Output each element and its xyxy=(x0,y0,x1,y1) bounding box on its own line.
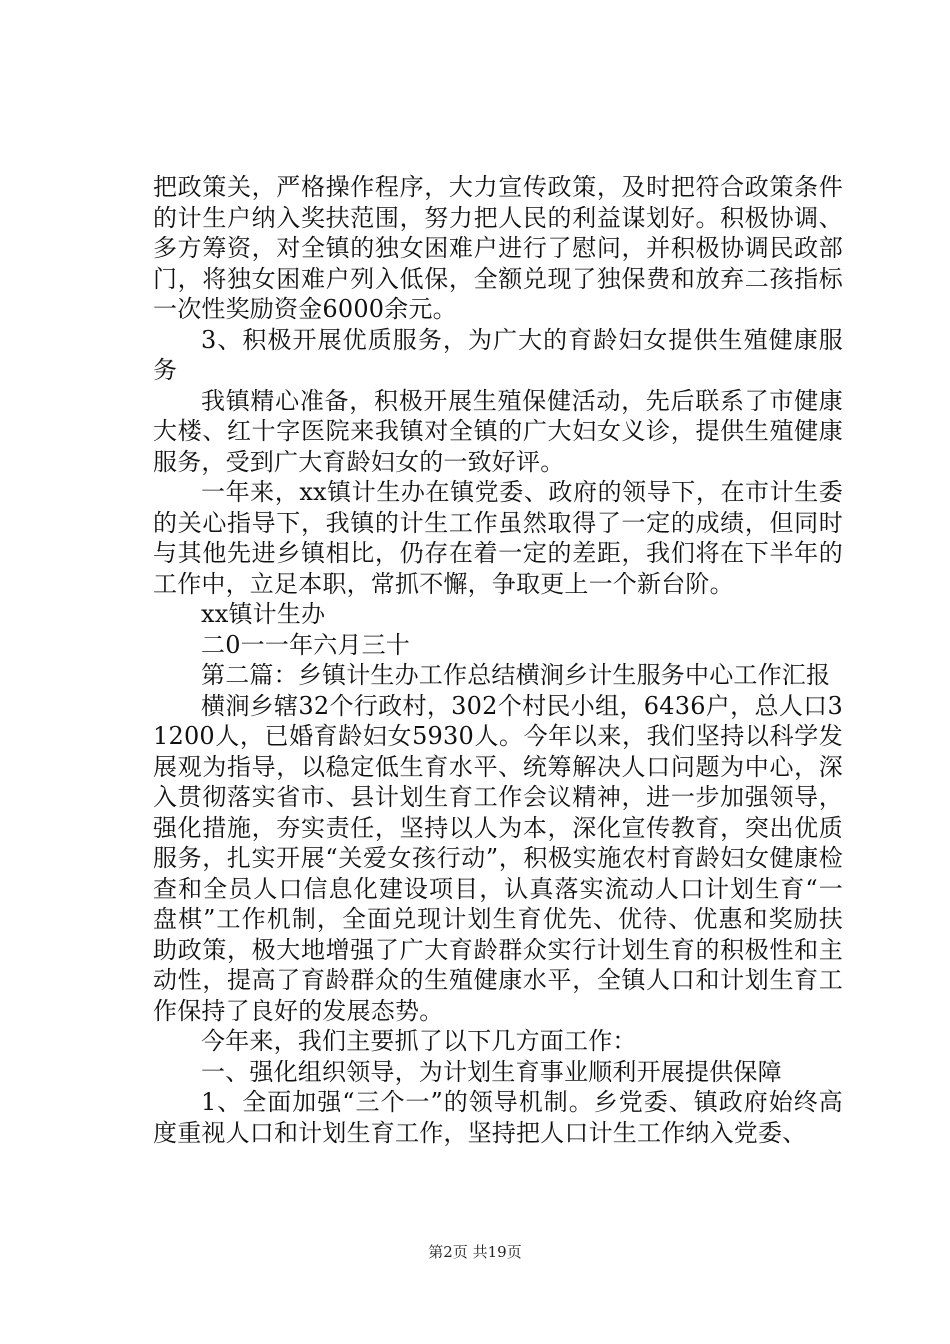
paragraph: 一年来，xx镇计生办在镇党委、政府的领导下，在市计生委的关心指导下，我镇的计生工作虽然取得了一定的成绩，但同时与其他先进乡镇相比，仍存在着一定的差距，我们将在下半年的工作中，立足本职，常抓不懈，争取更上一个新台阶。 xyxy=(153,478,843,598)
paragraph: 二0一一年六月三十 xyxy=(201,630,411,659)
paragraph: 1、全面加强“三个一”的领导机制。乡党委、镇政府始终高度重视人口和计划生育工作，坚持把人口计生工作纳入党委、 xyxy=(153,1088,843,1147)
paragraph: 今年来，我们主要抓了以下几方面工作： xyxy=(201,1027,637,1055)
paragraph: 把政策关，严格操作程序，大力宣传政策，及时把符合政策条件的计生户纳入奖扶范围，努力把人民的利益谋划好。积极协调、多方筹资，对全镇的独女困难户进行了慰问，并积极协调民政部门，将独女困难户列入低保，全额兑现了独保费和放弃二孩指标一次性奖励资金6000余元。 xyxy=(153,173,843,323)
paragraph: 第二篇：乡镇计生办工作总结横涧乡计生服务中心工作汇报 xyxy=(201,661,831,689)
paragraph: 横涧乡辖32个行政村，302个村民小组，6436户，总人口31200人，已婚育龄妇女5930人。今年以来，我们坚持以科学发展观为指导，以稳定低生育水平、统筹解决人口问题为中心，深入贯彻落实省市、县计划生育工作会议精神，进一步加强领导，强化措施，夯实责任，坚持以人为本，深化宣传教育，突出优质服务，扎实开展“关爱女孩行动”，积极实施农村育龄妇女健康检查和全员人口信息化建设项目，认真落实流动人口计划生育“一盘棋”工作机制，全面兑现计划生育优先、优待、优惠和奖励扶助政策，极大地增强了广大育龄群众实行计划生育的积极性和主动性，提高了育龄群众的生殖健康水平，全镇人口和计划生育工作保持了良好的发展态势。 xyxy=(153,691,843,1025)
document-body xyxy=(153,172,843,1148)
paragraph: xx镇计生办 xyxy=(201,600,326,628)
page-footer: 第2页 共19页 xyxy=(428,1243,522,1261)
paragraph: 一、强化组织领导，为计划生育事业顺利开展提供保障 xyxy=(201,1057,782,1086)
paragraph: 3、积极开展优质服务，为广大的育龄妇女提供生殖健康服务 xyxy=(153,325,843,384)
paragraph: 我镇精心准备，积极开展生殖保健活动，先后联系了市健康大楼、红十字医院来我镇对全镇的广大妇女义诊，提供生殖健康服务，受到广大育龄妇女的一致好评。 xyxy=(153,386,843,476)
